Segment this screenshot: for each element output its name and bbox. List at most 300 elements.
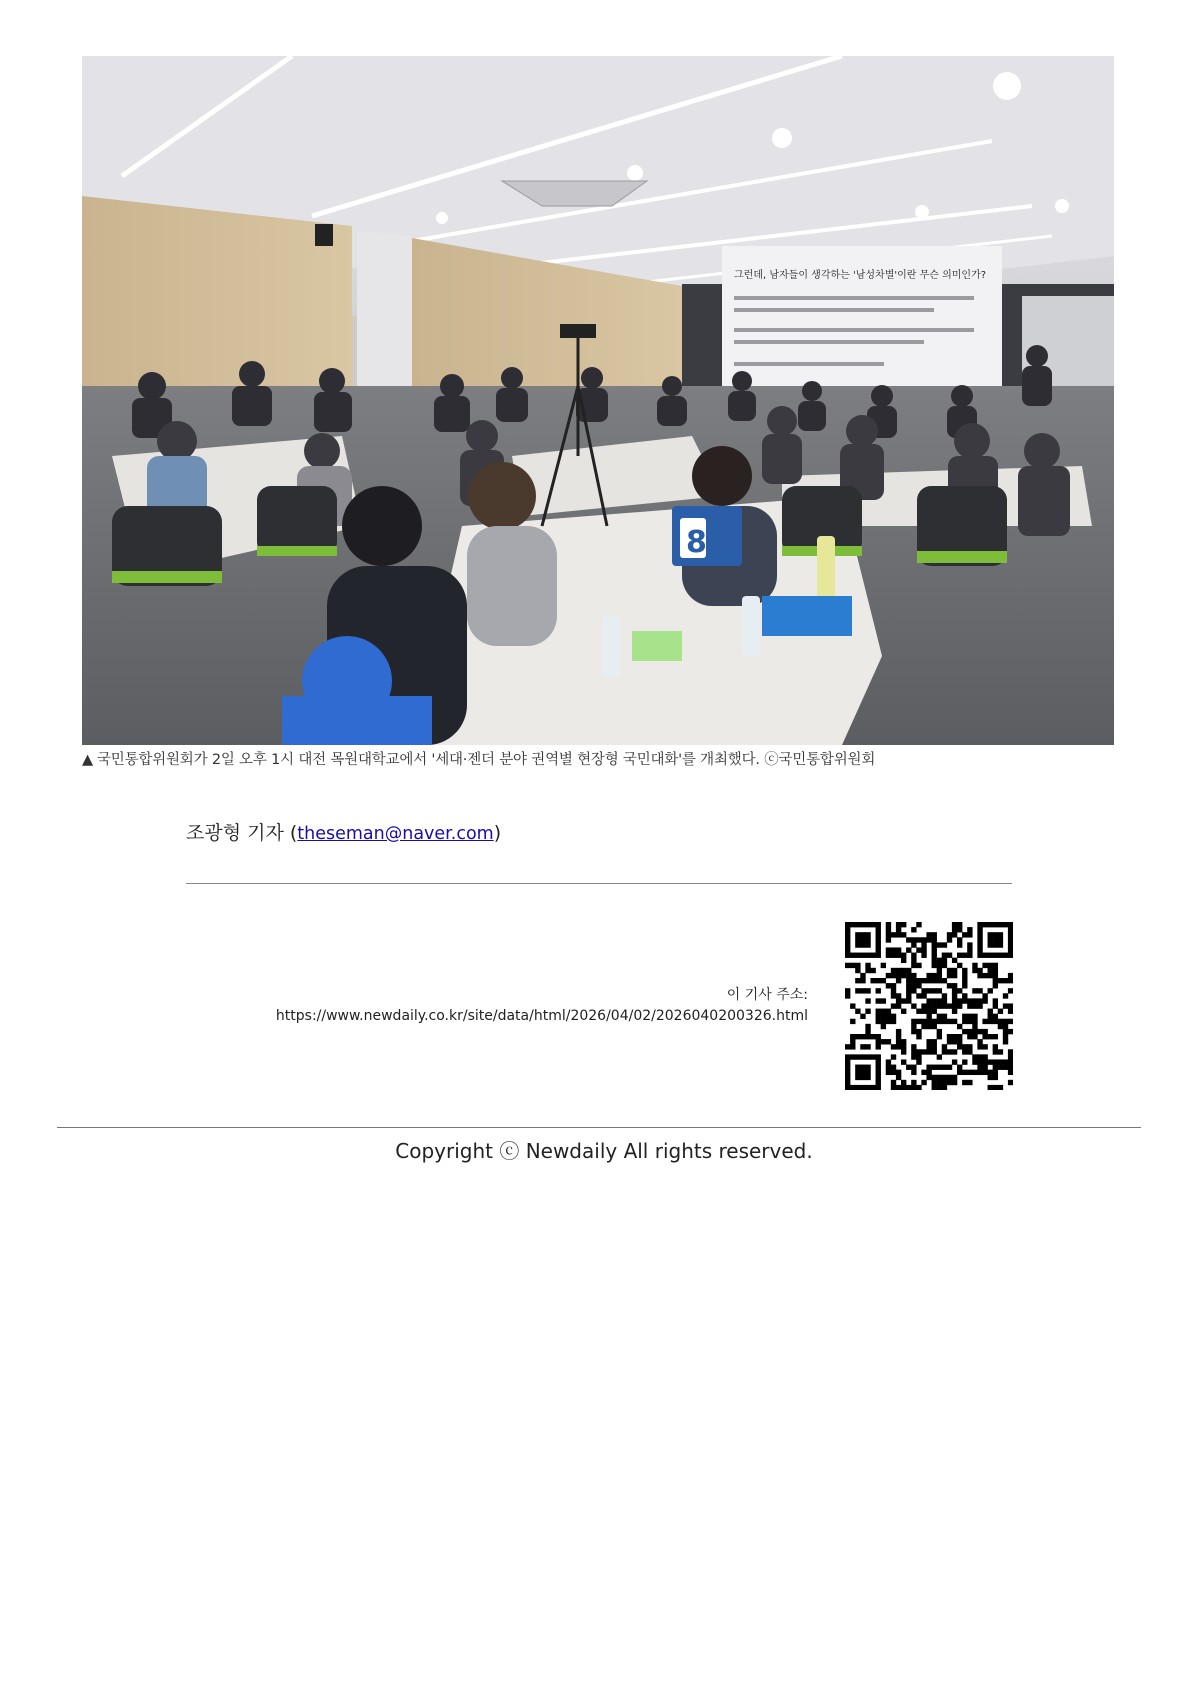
qr-module — [977, 942, 982, 947]
qr-module — [952, 1009, 957, 1014]
qr-module — [993, 998, 998, 1003]
qr-module — [891, 1085, 896, 1090]
qr-module — [886, 1059, 891, 1064]
qr-module — [932, 973, 937, 978]
qr-module — [876, 953, 881, 958]
qr-module — [1003, 1024, 1008, 1029]
qr-module — [957, 1065, 962, 1070]
qr-module — [855, 963, 860, 968]
qr-module — [845, 937, 850, 942]
qr-module — [1008, 927, 1013, 932]
qr-module — [926, 932, 931, 937]
qr-module — [876, 1009, 881, 1014]
qr-module — [937, 1019, 942, 1024]
qr-module — [876, 937, 881, 942]
qr-module — [957, 1039, 962, 1044]
qr-module — [876, 1039, 881, 1044]
qr-module — [967, 1014, 972, 1019]
qr-code-icon — [845, 922, 1013, 1090]
photo-caption — [82, 748, 1122, 769]
qr-module — [982, 1019, 987, 1024]
qr-module — [1008, 1049, 1013, 1054]
qr-module — [1008, 942, 1013, 947]
qr-module — [911, 1003, 916, 1008]
qr-module — [967, 1044, 972, 1049]
qr-module — [937, 998, 942, 1003]
qr-module — [967, 998, 972, 1003]
qr-module — [921, 1049, 926, 1054]
copyright-text: Copyright ⓒ Newdaily All rights reserved. — [395, 1139, 813, 1163]
triangle-marker-icon: ▲ — [82, 752, 93, 768]
qr-module — [916, 937, 921, 942]
qr-module — [1008, 1029, 1013, 1034]
qr-module — [911, 973, 916, 978]
qr-module — [988, 1034, 993, 1039]
qr-module — [982, 1029, 987, 1034]
qr-module — [865, 968, 870, 973]
qr-module — [850, 963, 855, 968]
qr-module — [916, 978, 921, 983]
qr-module — [855, 1034, 860, 1039]
qr-module — [952, 927, 957, 932]
qr-module — [993, 1059, 998, 1064]
qr-module — [993, 978, 998, 983]
qr-module — [972, 1054, 977, 1059]
qr-module — [942, 963, 947, 968]
qr-module — [886, 937, 891, 942]
qr-module — [860, 932, 865, 937]
qr-module — [947, 1003, 952, 1008]
qr-module — [896, 1003, 901, 1008]
qr-module — [962, 973, 967, 978]
qr-module — [947, 968, 952, 973]
qr-module — [891, 988, 896, 993]
qr-module — [850, 1085, 855, 1090]
qr-module — [977, 947, 982, 952]
qr-module — [876, 1080, 881, 1085]
qr-module — [967, 1070, 972, 1075]
article-photo — [82, 56, 1114, 745]
qr-module — [942, 1003, 947, 1008]
qr-module — [865, 963, 870, 968]
qr-module — [952, 968, 957, 973]
qr-module — [993, 1049, 998, 1054]
qr-module — [993, 983, 998, 988]
qr-module — [982, 993, 987, 998]
qr-module — [962, 932, 967, 937]
qr-module — [993, 1075, 998, 1080]
qr-module — [993, 1044, 998, 1049]
qr-module — [911, 1019, 916, 1024]
qr-module — [932, 988, 937, 993]
reporter-email-link[interactable]: theseman@naver.com — [297, 824, 494, 844]
qr-module — [998, 937, 1003, 942]
qr-module — [998, 1085, 1003, 1090]
qr-module — [876, 1070, 881, 1075]
qr-module — [876, 1014, 881, 1019]
qr-module — [926, 1009, 931, 1014]
qr-module — [952, 1019, 957, 1024]
qr-module — [967, 932, 972, 937]
table-number: 8 — [686, 525, 707, 560]
qr-module — [906, 947, 911, 952]
qr-module — [988, 1085, 993, 1090]
qr-module — [998, 932, 1003, 937]
qr-module — [937, 963, 942, 968]
qr-module — [855, 937, 860, 942]
reporter-name: 조광형 기자 — [186, 822, 284, 844]
qr-module — [932, 1075, 937, 1080]
qr-module — [855, 1070, 860, 1075]
qr-module — [957, 1044, 962, 1049]
qr-module — [982, 998, 987, 1003]
qr-module — [845, 1080, 850, 1085]
qr-module — [865, 988, 870, 993]
qr-module — [937, 1029, 942, 1034]
qr-module — [906, 983, 911, 988]
qr-module — [932, 942, 937, 947]
qr-module — [911, 1065, 916, 1070]
qr-module — [860, 1070, 865, 1075]
qr-module — [911, 942, 916, 947]
qr-module — [896, 993, 901, 998]
qr-module — [932, 1080, 937, 1085]
qr-module — [962, 993, 967, 998]
qr-module — [876, 942, 881, 947]
qr-module — [1008, 1019, 1013, 1024]
qr-module — [993, 953, 998, 958]
qr-module — [993, 1034, 998, 1039]
qr-module — [957, 1024, 962, 1029]
qr-module — [896, 1039, 901, 1044]
qr-module — [891, 1054, 896, 1059]
qr-module — [962, 953, 967, 958]
qr-module — [947, 983, 952, 988]
qr-module — [891, 1044, 896, 1049]
qr-module — [1008, 1054, 1013, 1059]
qr-module — [901, 1059, 906, 1064]
qr-module — [977, 1054, 982, 1059]
qr-module — [967, 1049, 972, 1054]
qr-module — [911, 953, 916, 958]
qr-module — [886, 1065, 891, 1070]
qr-module — [942, 1065, 947, 1070]
qr-module — [845, 1054, 850, 1059]
qr-module — [952, 983, 957, 988]
qr-module — [870, 1054, 875, 1059]
qr-module — [916, 1059, 921, 1064]
qr-module — [896, 1029, 901, 1034]
qr-module — [1008, 1059, 1013, 1064]
qr-module — [998, 942, 1003, 947]
qr-module — [876, 922, 881, 927]
qr-module — [865, 1085, 870, 1090]
qr-module — [916, 1034, 921, 1039]
qr-module — [1003, 1039, 1008, 1044]
qr-module — [952, 1075, 957, 1080]
qr-module — [911, 937, 916, 942]
qr-module — [926, 988, 931, 993]
qr-module — [881, 963, 886, 968]
qr-module — [942, 1044, 947, 1049]
qr-module — [916, 1019, 921, 1024]
qr-module — [921, 947, 926, 952]
qr-module — [962, 1070, 967, 1075]
qr-module — [993, 1014, 998, 1019]
qr-module — [957, 963, 962, 968]
qr-module — [1008, 1009, 1013, 1014]
qr-module — [982, 973, 987, 978]
qr-module — [865, 1044, 870, 1049]
qr-module — [952, 1039, 957, 1044]
qr-module — [860, 942, 865, 947]
qr-module — [906, 968, 911, 973]
qr-module — [962, 1080, 967, 1085]
qr-module — [891, 953, 896, 958]
qr-module — [957, 988, 962, 993]
qr-module — [972, 963, 977, 968]
qr-module — [896, 1085, 901, 1090]
qr-module — [932, 998, 937, 1003]
qr-module — [1003, 1019, 1008, 1024]
qr-module — [1008, 973, 1013, 978]
qr-module — [870, 1034, 875, 1039]
qr-module — [932, 947, 937, 952]
qr-module — [865, 1075, 870, 1080]
qr-module — [942, 958, 947, 963]
qr-module — [937, 1003, 942, 1008]
qr-module — [998, 978, 1003, 983]
qr-module — [855, 953, 860, 958]
qr-module — [891, 1019, 896, 1024]
qr-module — [932, 953, 937, 958]
qr-module — [870, 968, 875, 973]
qr-module — [886, 1009, 891, 1014]
qr-module — [845, 953, 850, 958]
qr-module — [982, 1044, 987, 1049]
qr-module — [901, 973, 906, 978]
qr-module — [850, 922, 855, 927]
qr-module — [962, 968, 967, 973]
qr-module — [988, 922, 993, 927]
qr-module — [845, 932, 850, 937]
qr-module — [988, 1075, 993, 1080]
qr-module — [845, 1085, 850, 1090]
qr-module — [921, 1080, 926, 1085]
footer-divider — [57, 1127, 1141, 1128]
qr-module — [865, 937, 870, 942]
qr-module — [916, 1029, 921, 1034]
open-paren: ( — [289, 822, 298, 844]
qr-module — [855, 968, 860, 973]
qr-module — [855, 1085, 860, 1090]
qr-module — [947, 1034, 952, 1039]
qr-module — [860, 922, 865, 927]
qr-module — [947, 1065, 952, 1070]
qr-module — [937, 973, 942, 978]
qr-module — [901, 1080, 906, 1085]
qr-module — [891, 983, 896, 988]
qr-module — [932, 1065, 937, 1070]
qr-module — [860, 1085, 865, 1090]
qr-module — [876, 1065, 881, 1070]
qr-module — [901, 958, 906, 963]
qr-module — [988, 1059, 993, 1064]
qr-module — [993, 963, 998, 968]
qr-module — [906, 988, 911, 993]
qr-module — [962, 1014, 967, 1019]
qr-module — [886, 1070, 891, 1075]
qr-module — [926, 1044, 931, 1049]
qr-module — [921, 942, 926, 947]
qr-module — [937, 942, 942, 947]
qr-module — [911, 978, 916, 983]
qr-module — [865, 1070, 870, 1075]
qr-module — [926, 1024, 931, 1029]
qr-module — [932, 1024, 937, 1029]
close-paren: ) — [493, 822, 502, 844]
qr-module — [850, 953, 855, 958]
qr-module — [860, 1065, 865, 1070]
qr-module — [952, 973, 957, 978]
qr-module — [886, 983, 891, 988]
qr-module — [926, 998, 931, 1003]
qr-module — [855, 932, 860, 937]
qr-module — [942, 1080, 947, 1085]
qr-module — [911, 1049, 916, 1054]
qr-module — [962, 978, 967, 983]
qr-module — [952, 932, 957, 937]
qr-module — [911, 963, 916, 968]
qr-module — [926, 978, 931, 983]
qr-module — [942, 1075, 947, 1080]
qr-module — [911, 927, 916, 932]
qr-module — [921, 1009, 926, 1014]
qr-module — [906, 1085, 911, 1090]
qr-module — [1003, 1003, 1008, 1008]
qr-module — [977, 1059, 982, 1064]
qr-module — [957, 1034, 962, 1039]
qr-module — [1003, 922, 1008, 927]
qr-module — [972, 968, 977, 973]
qr-module — [988, 942, 993, 947]
qr-module — [947, 1049, 952, 1054]
qr-module — [952, 1034, 957, 1039]
qr-module — [977, 1070, 982, 1075]
qr-module — [881, 1024, 886, 1029]
qr-module — [932, 1049, 937, 1054]
qr-module — [972, 998, 977, 1003]
screen-heading: 그런데, 남자들이 생각하는 '남성차별'이란 무슨 의미인가? — [734, 270, 987, 281]
qr-module — [988, 1070, 993, 1075]
article-address — [276, 985, 808, 1027]
qr-module — [876, 1085, 881, 1090]
qr-module — [993, 942, 998, 947]
qr-module — [881, 1014, 886, 1019]
qr-module — [957, 953, 962, 958]
qr-module — [921, 1070, 926, 1075]
qr-module — [1008, 937, 1013, 942]
qr-module — [993, 937, 998, 942]
qr-module — [845, 1075, 850, 1080]
qr-module — [962, 983, 967, 988]
article-address-url[interactable]: https://www.newdaily.co.kr/site/data/html/2026/04/02/2026040200326.html — [275, 1008, 808, 1024]
qr-module — [962, 1059, 967, 1064]
qr-module — [921, 953, 926, 958]
qr-module — [932, 1003, 937, 1008]
qr-module — [942, 1049, 947, 1054]
qr-module — [865, 1054, 870, 1059]
qr-module — [977, 953, 982, 958]
qr-module — [845, 942, 850, 947]
qr-module — [896, 1075, 901, 1080]
qr-module — [993, 932, 998, 937]
qr-module — [896, 932, 901, 937]
qr-module — [977, 937, 982, 942]
qr-module — [972, 1019, 977, 1024]
qr-module — [906, 973, 911, 978]
qr-module — [886, 973, 891, 978]
qr-module — [906, 1065, 911, 1070]
qr-module — [937, 958, 942, 963]
qr-module — [977, 922, 982, 927]
qr-module — [896, 978, 901, 983]
qr-module — [911, 958, 916, 963]
qr-module — [937, 978, 942, 983]
qr-module — [998, 922, 1003, 927]
qr-module — [942, 953, 947, 958]
qr-module — [845, 1059, 850, 1064]
qr-module — [993, 973, 998, 978]
qr-module — [916, 1085, 921, 1090]
qr-module — [911, 1044, 916, 1049]
qr-module — [977, 1039, 982, 1044]
qr-module — [896, 1034, 901, 1039]
caption-text: 국민통합위원회가 2일 오후 1시 대전 목원대학교에서 '세대·젠더 분야 권역별 현장형 국민대화'를 개최했다. ⓒ국민통합위원회 — [96, 752, 876, 768]
qr-module — [860, 978, 865, 983]
qr-module — [906, 978, 911, 983]
qr-module — [977, 988, 982, 993]
qr-module — [896, 927, 901, 932]
qr-module — [972, 1024, 977, 1029]
qr-module — [967, 1019, 972, 1024]
qr-module — [988, 988, 993, 993]
qr-module — [886, 947, 891, 952]
qr-module — [937, 1065, 942, 1070]
qr-module — [1008, 1070, 1013, 1075]
qr-module — [942, 942, 947, 947]
qr-module — [865, 922, 870, 927]
qr-module — [1003, 993, 1008, 998]
qr-module — [850, 1019, 855, 1024]
qr-module — [906, 998, 911, 1003]
qr-module — [998, 953, 1003, 958]
qr-module — [876, 978, 881, 983]
qr-module — [850, 1039, 855, 1044]
qr-module — [865, 1034, 870, 1039]
qr-module — [926, 1070, 931, 1075]
qr-module — [977, 968, 982, 973]
qr-module — [932, 932, 937, 937]
qr-module — [988, 1019, 993, 1024]
qr-module — [952, 1080, 957, 1085]
qr-module — [942, 998, 947, 1003]
qr-module — [865, 1024, 870, 1029]
qr-module — [870, 978, 875, 983]
qr-module — [967, 953, 972, 958]
qr-module — [932, 963, 937, 968]
qr-module — [962, 1049, 967, 1054]
